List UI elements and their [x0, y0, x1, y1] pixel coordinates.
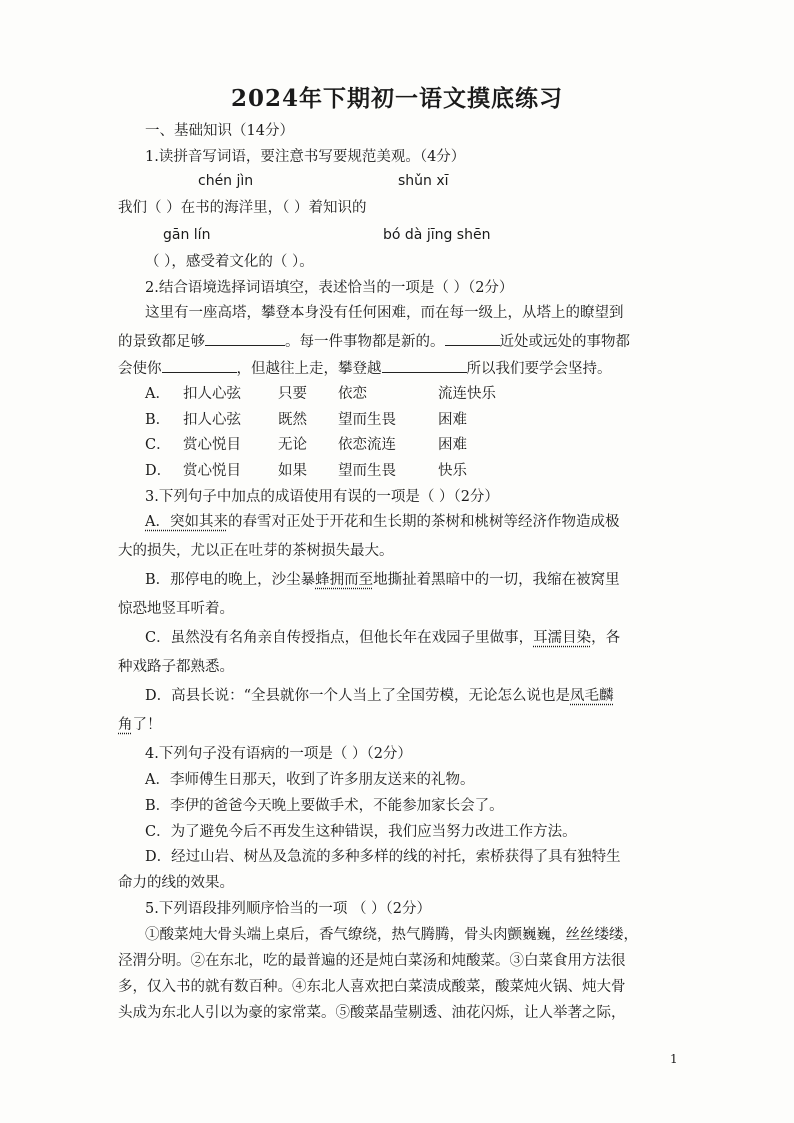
question-3-stem: 3.下列句子中加点的成语使用有误的一项是（ ）（2分） [145, 489, 499, 505]
option-word: 流连快乐 [438, 386, 496, 402]
question-4-option-c: C．为了避免今后不再发生这种错误，我们应当努力改进工作方法。 [145, 824, 577, 840]
option-word: 赏心悦目 [183, 463, 241, 479]
question-4-stem: 4.下列句子没有语病的一项是（ ）（2分） [145, 746, 412, 762]
question-5-stem: 5.下列语段排列顺序恰当的一项 （ ）（2分） [145, 901, 432, 917]
option-text: ，各 [591, 630, 621, 646]
option-text: B．那停电的晚上，沙尘暴 [145, 572, 316, 588]
question-5-passage-2: 泾渭分明。②在东北，吃的最普遍的还是炖白菜汤和炖酸菜。③白菜食用方法很 [118, 953, 626, 969]
dotted-idiom: 耳濡目染 [533, 630, 592, 646]
page-title: 2024年下期初一语文摸底练习 [230, 85, 563, 112]
question-2-passage-3 [118, 358, 688, 379]
option-word: 依恋 [338, 386, 367, 402]
fill-blank [445, 331, 500, 346]
question-3-option-c-2: 种戏路子都熟悉。 [118, 659, 234, 675]
pinyin-ganlin: gān lín [163, 227, 211, 243]
option-word: 如果 [278, 463, 307, 479]
fill-blank [162, 358, 237, 373]
option-word: 只要 [278, 386, 307, 402]
option-word: 扣人心弦 [183, 412, 241, 428]
option-letter: B． [145, 412, 171, 428]
question-3-option-c-1 [145, 628, 715, 648]
option-row [145, 384, 715, 404]
passage-text: 所以我们要学会坚持。 [466, 361, 612, 377]
section-heading: 一、基础知识（14分） [145, 123, 294, 139]
question-5-passage-3: 多，仅入书的就有数百种。④东北人喜欢把白菜渍成酸菜，酸菜炖火锅、炖大骨 [118, 979, 626, 995]
fill-blank [382, 358, 467, 373]
question-2-stem: 2.结合语境选择词语填空，表述恰当的一项是（ ）（2分） [145, 280, 514, 296]
question-3-option-b-2: 惊恐地竖耳听着。 [118, 601, 234, 617]
option-text: 地撕扯着黑暗中的一切，我缩在被窝里 [373, 572, 620, 588]
option-text: 了！ [132, 717, 162, 733]
option-word: 既然 [278, 412, 307, 428]
option-row [145, 461, 715, 481]
dotted-idiom: 凤毛麟 [570, 688, 614, 704]
question-1-line-2: （ ），感受着文化的（ ）。 [145, 254, 314, 270]
option-word: 望而生畏 [338, 463, 396, 479]
dotted-idiom: 角 [118, 717, 133, 733]
question-4-option-a: A．李师傅生日那天，收到了许多朋友送来的礼物。 [145, 772, 475, 788]
passage-text: 。每一件事物都是新的。 [285, 334, 445, 350]
fill-blank [205, 331, 285, 346]
question-1-line-1: 我们（ ）在书的海洋里，（ ）着知识的 [118, 200, 367, 216]
option-text: C．虽然没有名角亲自传授指点，但他长年在戏园子里做事， [145, 630, 534, 646]
option-letter: A． [145, 386, 170, 402]
dotted-idiom: A．突如其来 [145, 514, 228, 530]
question-4-option-b: B．李伊的爸爸今天晚上要做手术，不能参加家长会了。 [145, 798, 504, 814]
option-word: 快乐 [438, 463, 467, 479]
question-3-option-b-1 [145, 570, 715, 590]
question-2-passage-1: 这里有一座高塔，攀登本身没有任何困难，而在每一级上，从塔上的瞭望到 [145, 305, 624, 321]
question-5-passage-1: ①酸菜炖大骨头端上桌后，香气缭绕，热气腾腾，骨头肉颤巍巍，丝丝缕缕， [145, 927, 638, 943]
option-word: 扣人心弦 [183, 386, 241, 402]
question-3-option-a-2: 大的损失，尤以正在吐芽的茶树损失最大。 [118, 543, 394, 559]
question-4-option-d-2: 命力的线的效果。 [118, 875, 234, 891]
option-word: 困难 [438, 412, 467, 428]
option-word: 望而生畏 [338, 412, 396, 428]
option-letter: C． [145, 437, 171, 453]
option-word: 困难 [438, 437, 467, 453]
dotted-idiom: 蜂拥而至 [315, 572, 374, 588]
pinyin-bodajingshen: bó dà jīng shēn [383, 227, 491, 243]
question-3-option-d-1 [145, 686, 715, 706]
option-row [145, 410, 715, 430]
option-letter: D． [145, 463, 172, 479]
page-number: 1 [670, 1052, 678, 1066]
question-3-option-a-1 [145, 512, 715, 532]
option-text: D．高县长说：“全县就你一个人当上了全国劳模，无论怎么说也是 [145, 688, 571, 704]
passage-text: ，但越往上走，攀登越 [236, 361, 382, 377]
option-row [145, 435, 715, 455]
option-word: 依恋流连 [338, 437, 396, 453]
passage-text: 近处或远处的事物都 [499, 334, 630, 350]
option-word: 无论 [278, 437, 307, 453]
question-5-passage-4: 头成为东北人引以为豪的家常菜。⑤酸菜晶莹剔透、油花闪烁，让人举著之际， [118, 1005, 626, 1021]
question-4-option-d-1: D．经过山岩、树丛及急流的多种多样的线的衬托，索桥获得了具有独特生 [145, 849, 621, 865]
question-2-passage-2 [118, 331, 688, 352]
question-3-option-d-2 [118, 715, 688, 735]
passage-text: 的景致都足够 [118, 334, 205, 350]
question-1-stem: 1.读拼音写词语，要注意书写要规范美观。（4分） [145, 149, 466, 165]
passage-text: 会使你 [118, 361, 162, 377]
pinyin-shunxi: shǔn xī [398, 173, 449, 189]
option-word: 赏心悦目 [183, 437, 241, 453]
pinyin-chenjin: chén jìn [198, 173, 254, 189]
option-text: 的春雪对正处于开花和生长期的茶树和桃树等经济作物造成极 [227, 514, 620, 530]
